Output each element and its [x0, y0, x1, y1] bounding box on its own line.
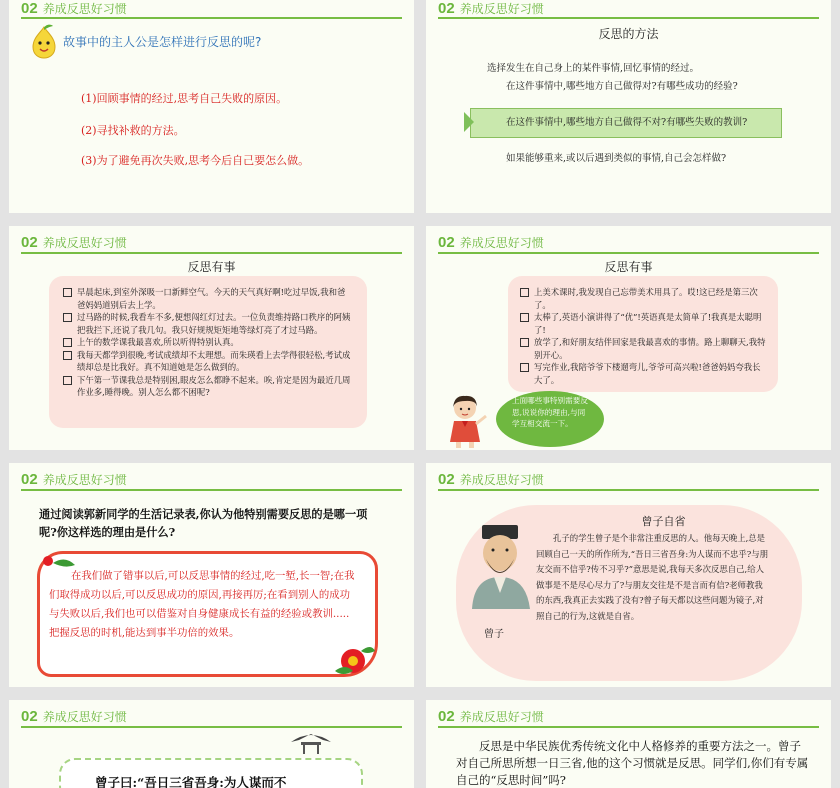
zengzi-portrait	[468, 523, 534, 609]
slide-header	[438, 468, 544, 490]
diary-item[interactable]: 过马路的时候,我看车不多,便想闯红灯过去。一位负责维持路口秩序的阿姨把我拦下,还说了我几句。我只好规规矩矩地等绿灯亮了才过马路。	[63, 311, 353, 336]
header-divider	[438, 252, 819, 254]
diary-item[interactable]: 下午第一节课我总是特别困,眼皮怎么都睁不起来。唉,肯定是因为最近几周作业多,睡得晚。别人怎么都不困呢?	[63, 374, 353, 399]
section-title: 养成反思好习惯	[42, 709, 127, 724]
checkbox-icon[interactable]	[63, 288, 72, 297]
section-title: 养成反思好习惯	[42, 1, 127, 16]
slide-title: 曾子自省	[641, 515, 686, 528]
slide-8[interactable]	[426, 700, 831, 788]
pavilion-icon	[289, 728, 333, 754]
arrow-icon	[463, 111, 475, 133]
header-divider	[21, 489, 402, 491]
reflection-step-3: (3)为了避免再次失败,思考今后自己要怎么做。	[81, 154, 310, 167]
method-step-4: 如果能够重来,或以后遇到类似的事情,自己会怎样做?	[506, 153, 727, 164]
section-title: 养成反思好习惯	[42, 472, 127, 487]
section-number: 02	[438, 470, 455, 488]
slide-3[interactable]	[9, 226, 414, 450]
slide-title: 反思有事	[187, 260, 236, 274]
slide-header	[21, 231, 127, 253]
speech-bubble-text: 上面哪些事特别需要反思,说说你的理由,与同学互相交流一下。	[512, 396, 588, 428]
diary-card	[49, 276, 367, 428]
slide-6[interactable]	[426, 463, 831, 687]
header-divider	[21, 17, 402, 19]
diary-item[interactable]: 上午的数学课我最喜欢,所以听得特别认真。	[63, 336, 353, 349]
diary-item[interactable]: 上美术课时,我发现自己忘带美术用具了。哎!这已经是第三次了。	[520, 286, 766, 311]
method-step-1: 选择发生在自己身上的某件事情,回忆事情的经过。	[487, 63, 700, 74]
diary-item[interactable]: 早晨起床,到室外深吸一口新鲜空气。今天的天气真好啊!吃过早饭,我和爸爸妈妈道别后去上学。	[63, 286, 353, 311]
section-number: 02	[21, 0, 38, 17]
section-title: 养成反思好习惯	[459, 235, 544, 250]
girl-student-illustration	[440, 394, 490, 448]
flower-sprig-icon	[39, 551, 79, 581]
portrait-caption: 曾子	[484, 629, 504, 640]
answer-text: 在我们做了错事以后,可以反思事情的经过,吃一堑,长一智;在我们取得成功以后,可以反思成功的原因,再接再厉;在看到别人的成功与失败以后,我们也可以借鉴对自身健康成长有益的经验或教训.....把握反思的时机,能达到事半功倍的效果。	[49, 570, 355, 639]
header-divider	[438, 17, 819, 19]
checkbox-icon[interactable]	[520, 313, 529, 322]
checkbox-icon[interactable]	[520, 338, 529, 347]
reflection-step-2: (2)寻找补救的方法。	[81, 124, 185, 137]
header-divider	[438, 489, 819, 491]
header-divider	[21, 252, 402, 254]
section-number: 02	[21, 470, 38, 488]
section-title: 养成反思好习惯	[42, 235, 127, 250]
section-title: 养成反思好习惯	[459, 709, 544, 724]
question-text: 故事中的主人公是怎样进行反思的呢?	[63, 35, 262, 49]
checkbox-icon[interactable]	[63, 338, 72, 347]
diary-item[interactable]: 放学了,和好朋友结伴回家是我最喜欢的事情。路上聊聊天,我特别开心。	[520, 336, 766, 361]
slide-7[interactable]	[9, 700, 414, 788]
slide-header	[21, 705, 127, 727]
method-step-3: 在这件事情中,哪些地方自己做得不对?有哪些失败的教训?	[506, 117, 748, 128]
diary-card	[508, 276, 778, 392]
section-number: 02	[21, 707, 38, 725]
checkbox-icon[interactable]	[63, 313, 72, 322]
diary-item[interactable]: 我每天都学到很晚,考试成绩却不太理想。而朱瑛看上去学得很轻松,考试成绩却总是比我好。真不知道她是怎么做到的。	[63, 349, 353, 374]
section-number: 02	[438, 707, 455, 725]
section-number: 02	[438, 233, 455, 251]
slide-1[interactable]	[9, 0, 414, 213]
red-flower-icon	[331, 641, 377, 679]
slide-5[interactable]	[9, 463, 414, 687]
section-number: 02	[438, 0, 455, 17]
method-step-2: 在这件事情中,哪些地方自己做得对?有哪些成功的经验?	[506, 81, 738, 92]
checkbox-icon[interactable]	[63, 351, 72, 360]
section-number: 02	[21, 233, 38, 251]
diary-item[interactable]: 太棒了,英语小演讲得了“优”!英语真是太简单了!我真是太聪明了!	[520, 311, 766, 336]
story-text: 孔子的学生曾子是个非常注重反思的人。他每天晚上,总是回顾自己一天的所作所为,“吾日三省吾身:为人谋而不忠乎?与朋友交而不信乎?传不习乎?”意思是说,我每天多次反思自己,给人做事是不是尽心尽力了?与朋友交往是不是言而有信?老师教我的东西,我真正去实践了没有?曾子每天都以这些问题为镜子,对照自己的行为,这就是自省。	[536, 533, 769, 621]
slide-title: 反思的方法	[598, 27, 659, 41]
slide-header	[438, 231, 544, 253]
reflection-step-1: (1)回顾事情的经过,思考自己失败的原因。	[81, 92, 288, 105]
header-divider	[21, 726, 402, 728]
slide-4[interactable]	[426, 226, 831, 450]
slide-header	[438, 705, 544, 727]
question-text: 通过阅读郭新同学的生活记录表,你认为他特别需要反思的是哪一项呢?你这样选的理由是什么?	[39, 507, 368, 539]
checkbox-icon[interactable]	[520, 363, 529, 372]
section-title: 养成反思好习惯	[459, 1, 544, 16]
diary-item[interactable]: 写完作业,我陪爷爷下楼遛弯儿,爷爷可高兴啦!爸爸妈妈夸我长大了。	[520, 361, 766, 386]
header-divider	[438, 726, 819, 728]
checkbox-icon[interactable]	[520, 288, 529, 297]
summary-text: 反思是中华民族优秀传统文化中人格修养的重要方法之一。曾子对自己所思所想一日三省,他的这个习惯就是反思。同学们,你们有专属自己的“反思时间”吗?	[456, 739, 809, 787]
quote-text: 曾子曰:“吾日三省吾身:为人谋而不	[95, 775, 287, 788]
slide-header	[21, 468, 127, 490]
pear-mascot-icon	[27, 24, 61, 60]
slide-title: 反思有事	[604, 260, 653, 274]
section-title: 养成反思好习惯	[459, 472, 544, 487]
checkbox-icon[interactable]	[63, 376, 72, 385]
slide-2[interactable]	[426, 0, 831, 213]
